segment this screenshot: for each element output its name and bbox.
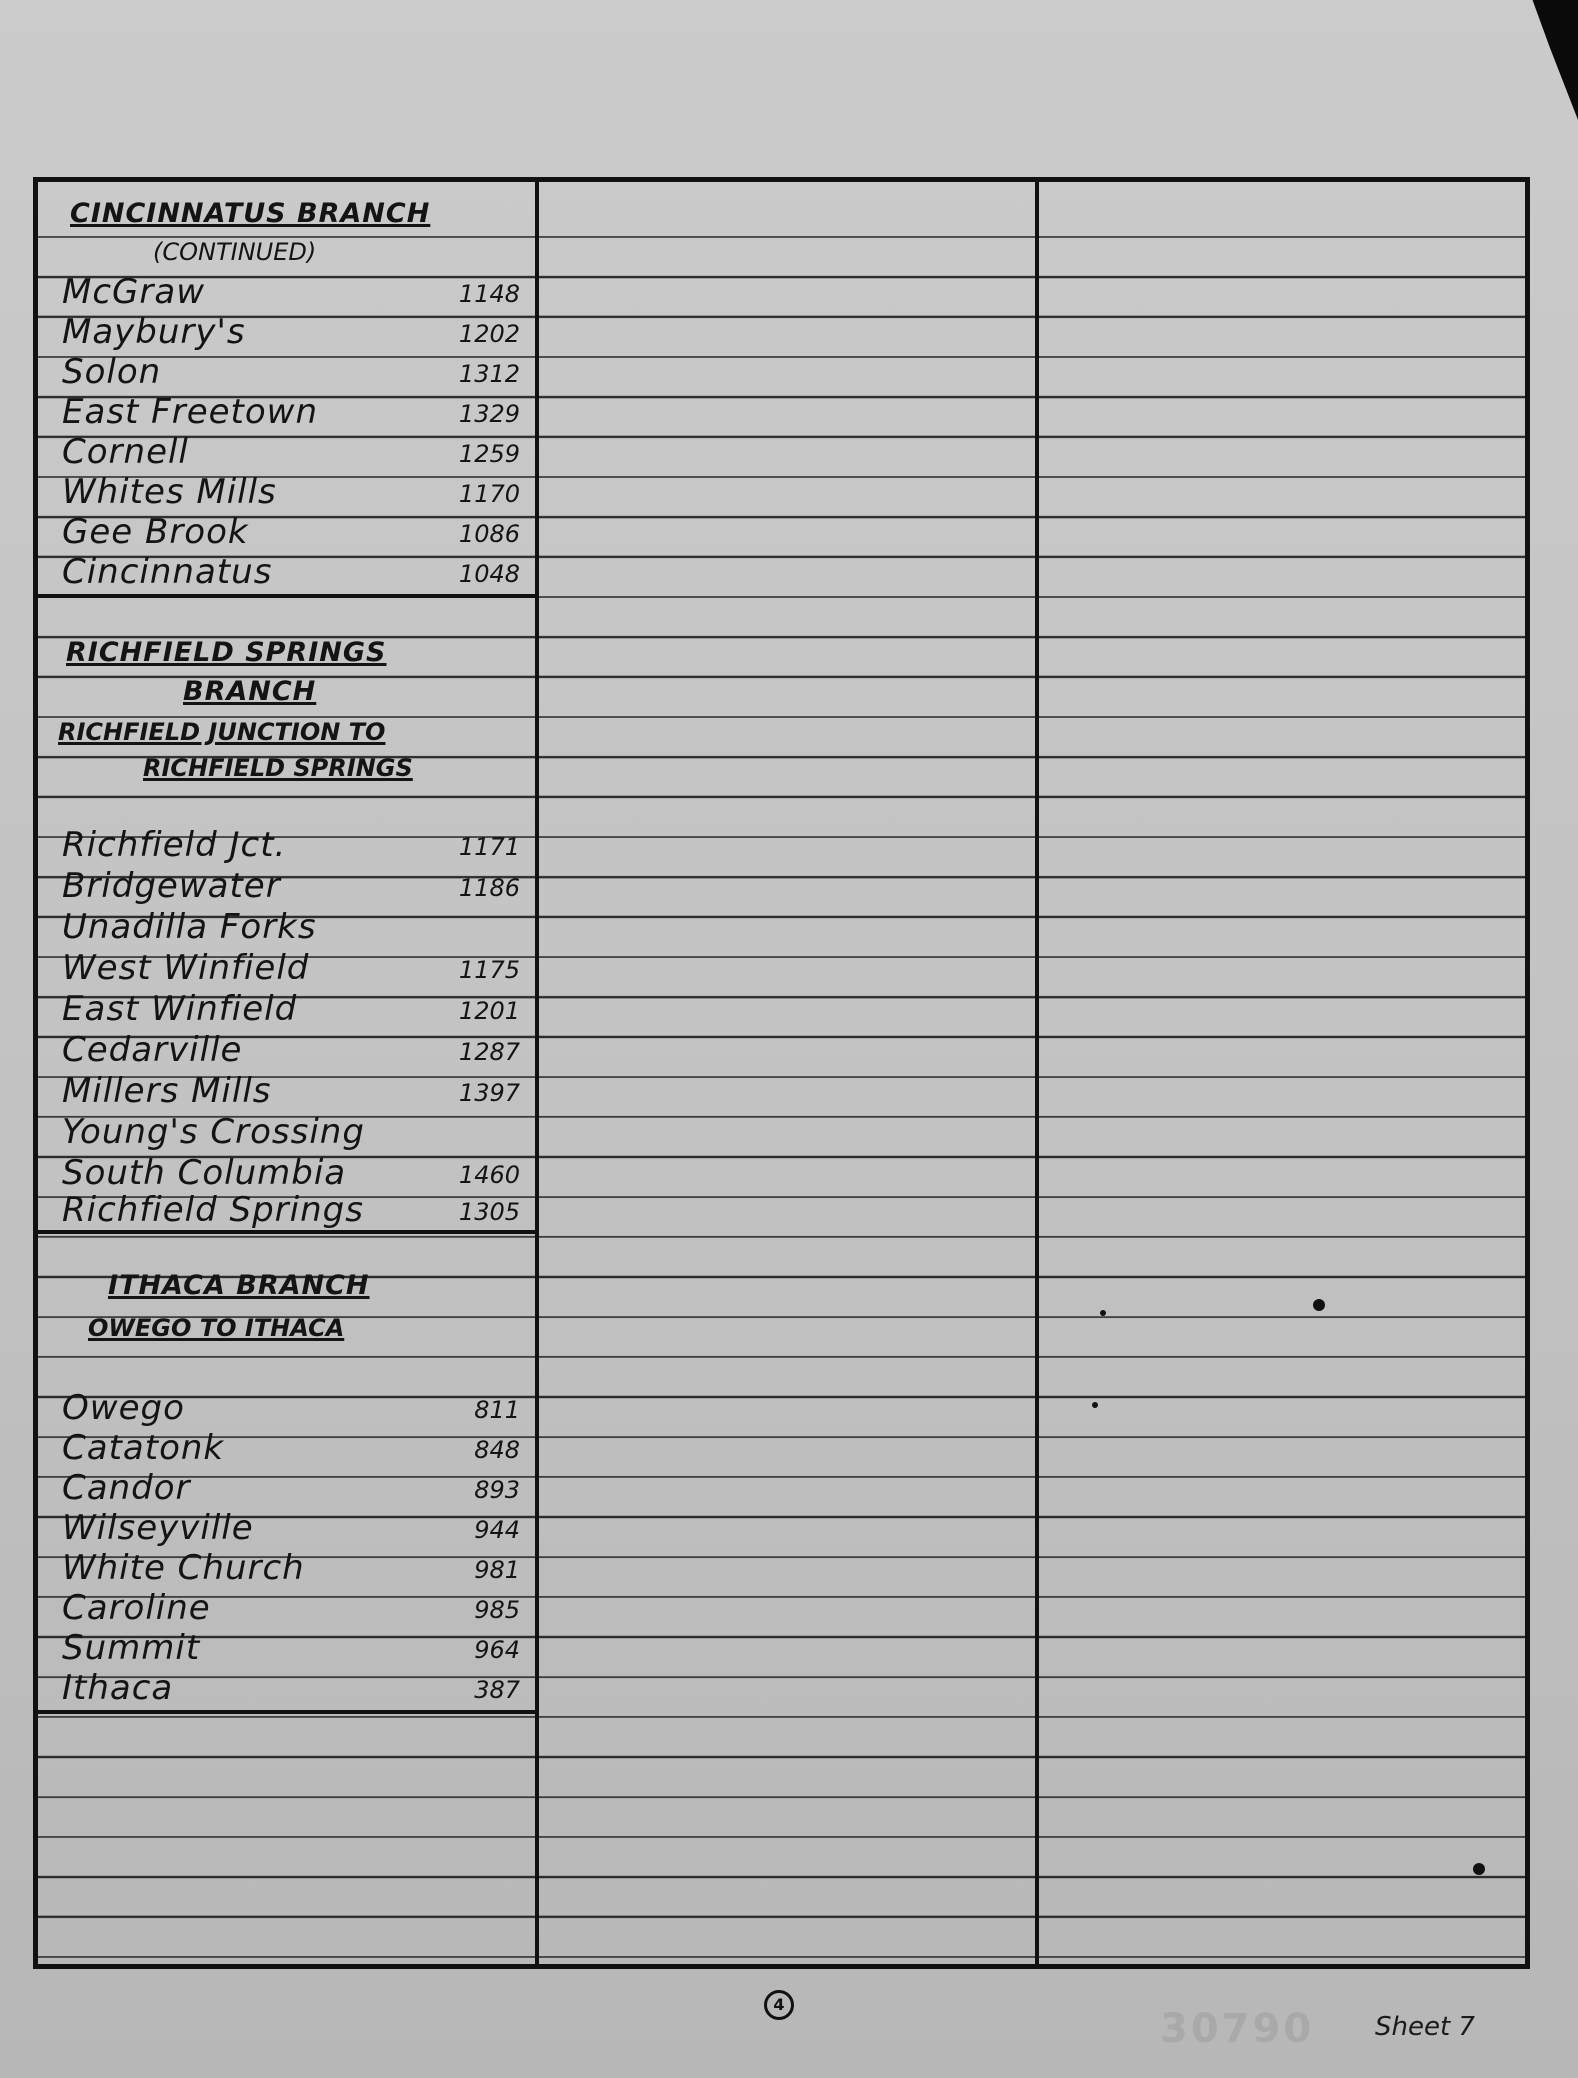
station-elevation: 1259 bbox=[458, 440, 520, 468]
station-name: South Columbia bbox=[62, 1153, 347, 1193]
station-name: Catatonk bbox=[62, 1428, 225, 1468]
station-name: Ithaca bbox=[62, 1668, 174, 1708]
station-name: Millers Mills bbox=[62, 1071, 272, 1111]
station-elevation: 1170 bbox=[458, 480, 520, 508]
station-row bbox=[62, 394, 528, 434]
station-elevation: 811 bbox=[474, 1396, 520, 1424]
station-row bbox=[62, 554, 528, 594]
station-name: Whites Mills bbox=[62, 472, 277, 512]
cincinnatus-branch-heading: CINCINNATUS BRANCH bbox=[70, 198, 431, 229]
station-name: Bridgewater bbox=[62, 866, 281, 906]
station-row bbox=[62, 1630, 528, 1670]
station-elevation: 1186 bbox=[458, 874, 520, 902]
section-separator bbox=[38, 594, 535, 598]
station-row bbox=[62, 1192, 528, 1232]
station-row bbox=[62, 868, 528, 908]
station-elevation: 1460 bbox=[458, 1161, 520, 1189]
station-elevation: 1048 bbox=[458, 560, 520, 588]
station-name: Young's Crossing bbox=[62, 1112, 365, 1152]
station-elevation: 981 bbox=[474, 1556, 520, 1584]
richfield-branch-heading: RICHFIELD SPRINGS bbox=[66, 637, 387, 668]
ink-spot bbox=[1092, 1402, 1098, 1408]
torn-corner bbox=[1508, 0, 1578, 120]
station-name: Wilseyville bbox=[62, 1508, 254, 1548]
station-row bbox=[62, 909, 528, 949]
richfield-route-label-line2: RICHFIELD SPRINGS bbox=[143, 754, 413, 782]
station-elevation: 944 bbox=[474, 1516, 520, 1544]
ink-spot bbox=[1313, 1299, 1325, 1311]
section-separator bbox=[38, 1230, 535, 1234]
station-elevation: 893 bbox=[474, 1476, 520, 1504]
station-elevation: 1086 bbox=[458, 520, 520, 548]
cincinnatus-continued-label: (CONTINUED) bbox=[153, 238, 317, 266]
station-row bbox=[62, 1590, 528, 1630]
station-row bbox=[62, 1470, 528, 1510]
station-row bbox=[62, 950, 528, 990]
richfield-branch-heading-line2: BRANCH bbox=[183, 676, 317, 707]
station-name: Maybury's bbox=[62, 312, 246, 352]
station-elevation: 848 bbox=[474, 1436, 520, 1464]
section-separator bbox=[38, 1710, 535, 1714]
station-elevation: 1329 bbox=[458, 400, 520, 428]
station-name: Owego bbox=[62, 1388, 185, 1428]
station-elevation: 1305 bbox=[458, 1198, 520, 1226]
station-elevation: 964 bbox=[474, 1636, 520, 1664]
station-row bbox=[62, 827, 528, 867]
ithaca-route-label: OWEGO TO ITHACA bbox=[88, 1314, 345, 1342]
station-elevation: 985 bbox=[474, 1596, 520, 1624]
station-name: Cedarville bbox=[62, 1030, 243, 1070]
station-row bbox=[62, 1670, 528, 1710]
station-name: White Church bbox=[62, 1548, 305, 1588]
station-name: Richfield Springs bbox=[62, 1190, 364, 1230]
station-elevation: 1397 bbox=[458, 1079, 520, 1107]
column-divider bbox=[1035, 182, 1039, 1964]
richfield-route-label: RICHFIELD JUNCTION TO bbox=[58, 718, 386, 746]
station-row bbox=[62, 1430, 528, 1470]
station-name: East Winfield bbox=[62, 989, 298, 1029]
sheet-label: Sheet 7 bbox=[1375, 2012, 1475, 2042]
station-elevation: 1175 bbox=[458, 956, 520, 984]
station-row bbox=[62, 1550, 528, 1590]
station-elevation: 1312 bbox=[458, 360, 520, 388]
station-name: McGraw bbox=[62, 272, 205, 312]
station-name: Unadilla Forks bbox=[62, 907, 317, 947]
ink-spot bbox=[1473, 1863, 1485, 1875]
station-elevation: 1287 bbox=[458, 1038, 520, 1066]
station-row bbox=[62, 991, 528, 1031]
station-row bbox=[62, 274, 528, 314]
station-name: Solon bbox=[62, 352, 162, 392]
station-name: Cincinnatus bbox=[62, 552, 273, 592]
station-name: East Freetown bbox=[62, 392, 319, 432]
station-row bbox=[62, 474, 528, 514]
station-row bbox=[62, 314, 528, 354]
station-name: Candor bbox=[62, 1468, 191, 1508]
station-row bbox=[62, 514, 528, 554]
station-name: Gee Brook bbox=[62, 512, 249, 552]
station-row bbox=[62, 1510, 528, 1550]
station-name: Richfield Jct. bbox=[62, 825, 287, 865]
station-elevation: 1148 bbox=[458, 280, 520, 308]
faded-stamp: 30790 bbox=[1160, 2006, 1315, 2052]
station-name: Cornell bbox=[62, 432, 189, 472]
station-elevation: 1201 bbox=[458, 997, 520, 1025]
ithaca-branch-heading: ITHACA BRANCH bbox=[108, 1270, 370, 1301]
station-row bbox=[62, 1155, 528, 1195]
ruled-table-frame bbox=[33, 177, 1530, 1969]
station-name: Caroline bbox=[62, 1588, 211, 1628]
ink-spot bbox=[1100, 1310, 1106, 1316]
station-row bbox=[62, 1114, 528, 1154]
page-number: 4 bbox=[764, 1990, 794, 2020]
station-elevation: 1202 bbox=[458, 320, 520, 348]
station-row bbox=[62, 434, 528, 474]
station-name: West Winfield bbox=[62, 948, 310, 988]
station-row bbox=[62, 1073, 528, 1113]
station-elevation: 1171 bbox=[458, 833, 520, 861]
station-row bbox=[62, 1390, 528, 1430]
entries-column bbox=[38, 182, 535, 1964]
station-row bbox=[62, 1032, 528, 1072]
station-row bbox=[62, 354, 528, 394]
station-name: Summit bbox=[62, 1628, 201, 1668]
column-divider bbox=[535, 182, 539, 1964]
station-elevation: 387 bbox=[474, 1676, 520, 1704]
